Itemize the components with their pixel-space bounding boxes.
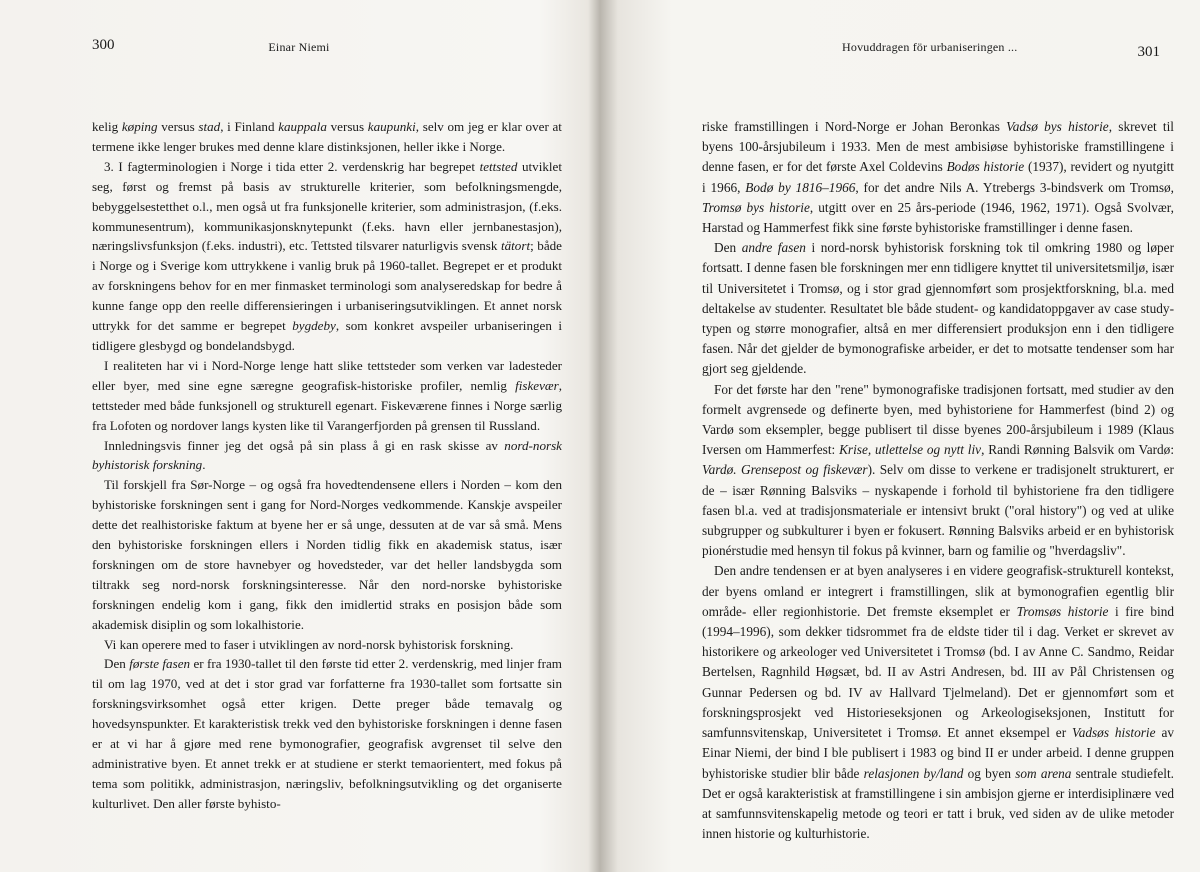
italic-run: køping [121,119,158,134]
italic-run: stad [198,119,221,134]
text-run: , selv om jeg er klar over at termene ikke lenger brukes med denne klare distinksjonen, heller ikke i Norge. [92,119,562,154]
italic-run: tätort [500,238,531,254]
paragraph [702,561,1174,844]
italic-run: Bodøs historie [946,159,1025,175]
paragraph [702,238,1174,379]
left-page [0,0,598,872]
text-run: . [202,457,206,473]
text-run: riske framstillingen i Nord-Norge er Johan Beronkas [702,119,1007,134]
text-run: av Einar Niemi, der bind I ble publisert i 1983 og bind II er under arbeid. I denne gruppen byhistoriske studier blir både [702,725,1174,781]
text-run: versus [326,119,368,134]
running-head: Einar Niemi [268,40,330,54]
text-run: Til forskjell fra Sør-Norge – og også fra hovedtendensene ellers i Norden – kom den byhistoriske forskningen sent i gang for Nord-Norges vedkommende. Kanskje avspeiler dette det realhistoriske faktum at byene her er så unge, dessuten at de var så små. Mens den byhistoriske forskningen ellers i Norden tidlig fikk en akademisk status, især forskningen om de store havnebyer og hovedsteder, var det heller landsbygda som tiltrakk seg nord-norsk forskningsinteresse. Når den nord-norske byhistoriske forskningen endelig kom i gang, fikk den imidlertid straks en posisjon både som akademisk disiplin og som lokalhistorie. [92,477,562,632]
italic-run: nord-norsk byhistorisk forskning [92,437,562,473]
text-run: i fire bind (1994–1996), som dekker tidsrommet fra de eldste tider til i dag. Verket er skrevet av historikere og arkeologer ved Universitetet i Tromsø (bd. I av Anne C. Sandmo, Reidar Bertelsen, Ragnhild Høgsæt, bd. II av Astri Andresen, bd. III av Pål Christensen og Gunnar Pedersen og bd. IV av Hallvard Tjelmeland). Det er gjennomført som et forskningsprosjekt ved Historieseksjonen og Arkeologiseksjonen, Institutt for samfunnsvitenskap, Universitetet i Tromsø. Et annet eksempel er [702,603,1174,741]
italic-run: bygdeby [292,318,336,334]
paragraph [92,635,562,655]
text-run: ; både i Norge og i Sverige kom uttrykkene i vanlig bruk på 1960-tallet. Begrepet er et produkt av forskningens behov for en mer finmasket terminologi som analyseredskap for bedre å kunne fange opp den reelle differensieringen i urbaniseringsutviklingen. Et annet norsk uttrykk for det samme er begrepet [92,238,562,334]
paragraph [702,380,1174,562]
text-run: , tettsteder med både funksjonell og strukturell egenart. Fiskeværene finnes i Norge særlig fra Lofoten og nordover langs kysten like til Varangerfjorden på grensen til Russland. [92,377,562,433]
italic-run: Bodø by 1816–1966 [745,179,856,195]
paragraph [702,117,1174,238]
running-head: Hovuddragen för urbaniseringen ... [842,40,1018,54]
text-run: Den [104,656,130,672]
text-run: (1937), revidert og nyutgitt i 1966, [702,159,1175,195]
page-number: 301 [1137,44,1160,60]
text-run: Vi kan operere med to faser i utviklingen av nord-norsk byhistorisk forskning. [104,636,514,652]
paragraph [92,436,562,476]
text-run: i nord-norsk byhistorisk forskning tok til omkring 1980 og løper fortsatt. I denne fasen ble forskningen mer enn tidligere knyttet til universitetsmiljø, især til Universitetet i Tromsø, og i stor grad gjennomført som prosjektforskning, bl.a. med deltakelse av studenter. Resultatet ble både student- og kandidatoppgaver av case study-typen og større monografier, altså en mer differensiert produksjon enn i den tidligere fasen. Når det gjelder de bymonografiske arbeider, er det to motsatte tendenser som har gjort seg gjeldende. [702,240,1174,377]
text-run: er fra 1930-tallet til den første tid etter 2. verdenskrig, med linjer fram til om lag 1970, ved at det i stor grad var forfatterne fra 1930-tallet som fortsatte sin forskningsvirksomhet også etter krigen. Dette preger både temavalg og hovedsynspunkter. Et karakteristisk trekk ved den byhistoriske forskningen i denne fasen er at vi har å gjøre med rene bymonografier, geografisk avgrenset til selve den administrative byen. Et annet trekk er at studiene er sterkt temaorientert, med fokus på tema som politikk, administrasjon, næringsliv, befolkningsutvikling og det organiserte kulturlivet. Den aller første byhisto- [92,656,562,811]
text-run: 3. I fagterminologien i Norge i tida etter 2. verdenskrig har begrepet [104,158,480,174]
italic-run: første fasen [129,656,191,672]
text-run: Den [714,240,742,256]
text-run: For det første har den "rene" bymonografiske tradisjonen fortsatt, med studier av den formelt avgrensede og definerte byen, med byhistoriene for Hammerfest (bind 2) og Vardø som eksempler, begge publisert til disse byenes 200-årsjubileum i 1989 (Klaus Iversen om Hammerfest: [702,381,1174,458]
paragraph [92,356,562,436]
text-run: , i Finland [220,119,279,134]
text-run: , for det andre Nils A. Ytrebergs 3-bindsverk om Tromsø, [855,179,1175,195]
body-text [92,117,562,814]
italic-run: Vardø. Grensepost og fiskevær [702,462,868,478]
text-run: I realiteten har vi i Nord-Norge lenge hatt slike tettsteder som verken var ladesteder eller byer, med sine egne særegne geografisk-historiske profiler, nemlig [92,357,562,393]
text-run: ). Selv om disse to verkene er tradisjonelt strukturert, er de – især Rønning Balsviks – nyskapende i forhold til byhistoriene fra den tidligere fasen bl.a. ved at tradisjonsmateriale er intensivt brukt ("oral history") og ved at ulike subgrupper og subkulturer i byen er fokusert. Rønning Balsviks arbeid er en byhistorisk pionérstudie med hensyn til fokus på kvinner, barn og familie og "hverdagsliv". [702,462,1174,559]
text-run: , skrevet til byens 100-årsjubileum i 1933. Men de mest ambisiøse byhistoriske framstillingene i denne fasen, er for det første Axel Coldevins [702,119,1174,175]
text-run: versus [157,119,199,134]
italic-run: kauppala [278,119,327,134]
text-run: sentrale studiefelt. Det er også karakteristisk at framstillingene i sin ambisjon gjerne er interdisiplinære ved at samfunnsvitenskapelig metode og teori er tatt i bruk, ved siden av de ulike metoder innen historie og kulturhistorie. [702,765,1174,842]
text-run: , utgitt over en 25 års-periode (1946, 1962, 1971). Også Svolvær, Harstad og Hammerfest fikk sine første byhistoriske framstillinger i denne fasen. [702,199,1174,236]
paragraph [92,475,562,634]
italic-run: Vadsø bys historie [1006,119,1109,134]
paragraph [92,117,562,157]
text-run: kelig [92,119,122,134]
paragraph [92,654,562,813]
text-run: Den andre tendensen er at byen analyseres i en videre geografisk-strukturell kontekst, der byens omland er integrert i framstillingen, slik at bymonografien egentlig blir område- eller regionhistorie. Det fremste eksemplet er [702,563,1174,619]
paragraph [92,157,562,356]
text-run: Innledningsvis finner jeg det også på sin plass å gi en rask skisse av [104,437,505,453]
text-run: utviklet seg, først og fremst på basis av strukturelle kriterier, som befolkningsmengde, bebyggelsestetthet o.l., men også ut fra funksjonelle kriterier, som administrasjon, (f.eks. kommunesentrum), kommunikasjonsknytepunkt (f.eks. havn eller jernbanestasjon), næringslivsfunksjon (f.eks. industri), etc. Tettsted tilsvarer naturligvis svensk [92,158,563,254]
text-run: og byen [963,765,1016,781]
italic-run: kaupunki [367,119,416,134]
italic-run: fiskevær [515,377,559,393]
italic-run: tettsted [479,158,518,174]
italic-run: som arena [1015,765,1072,781]
body-text [702,117,1174,844]
italic-run: relasjonen by/land [863,765,964,781]
italic-run: Tromsøs historie [1016,603,1109,619]
italic-run: Krise, utlettelse og nytt liv [839,442,982,458]
italic-run: Tromsø bys historie [702,199,810,215]
italic-run: Vadsøs historie [1072,725,1156,741]
text-run: , Randi Rønning Balsvik om Vardø: [981,442,1175,458]
right-page [602,0,1200,872]
italic-run: andre fasen [741,240,806,256]
page-number: 300 [92,37,115,53]
text-run: , som konkret avspeiler urbaniseringen i tidligere glesbygd og bondelandsbygd. [92,318,563,353]
